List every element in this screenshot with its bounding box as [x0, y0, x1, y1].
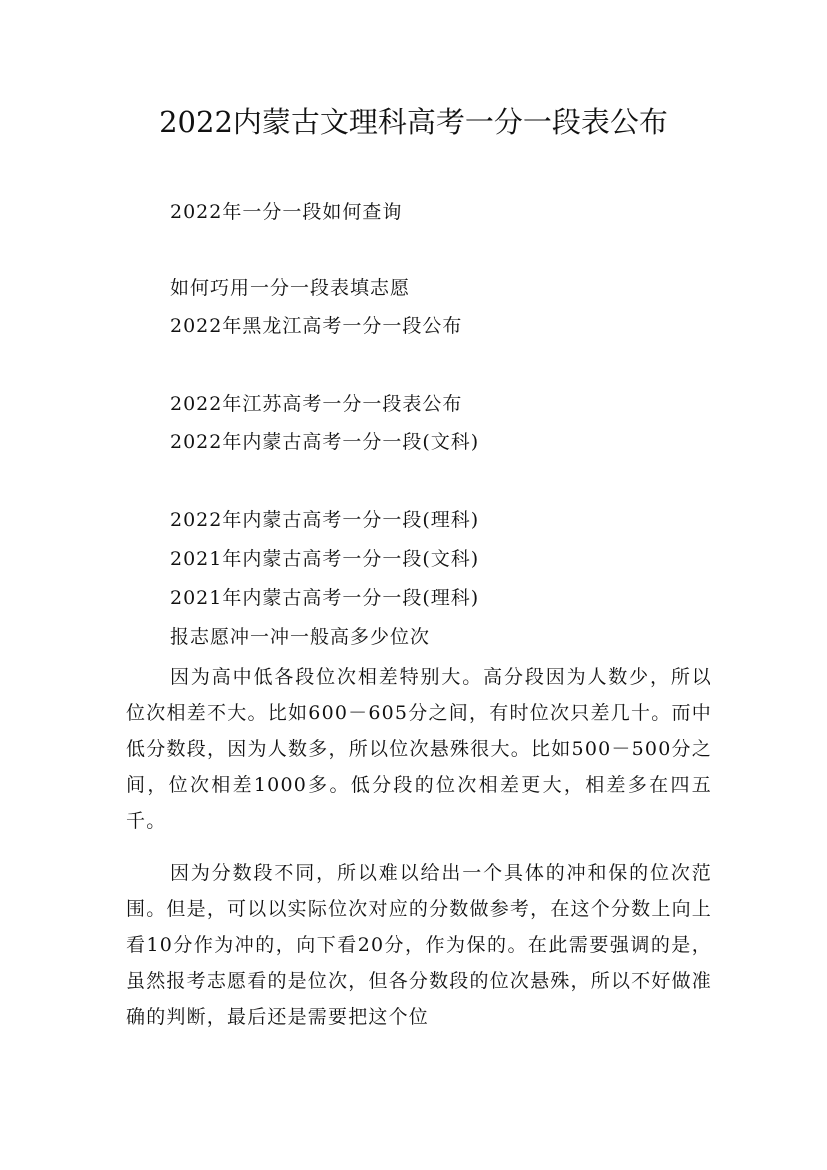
- link-jiangsu-2022[interactable]: 2022年江苏高考一分一段表公布: [170, 393, 463, 415]
- link-neimenggu-2022-science[interactable]: 2022年内蒙古高考一分一段(理科): [170, 509, 480, 531]
- link-how-to-use-table[interactable]: 如何巧用一分一段表填志愿: [170, 277, 411, 299]
- link-2022-query[interactable]: 2022年一分一段如何查询: [170, 201, 403, 223]
- paragraph-1: 因为高中低各段位次相差特别大。高分段因为人数少，所以位次相差不大。比如600－605分之间，有时位次只差几十。而中低分数段，因为人数多，所以位次悬殊很大。比如500－500分之间，位次相差1000多。低分段的位次相差更大，相差多在四五千。: [126, 666, 712, 832]
- link-neimenggu-2021-arts[interactable]: 2021年内蒙古高考一分一段(文科): [170, 548, 480, 570]
- link-neimenggu-2022-arts[interactable]: 2022年内蒙古高考一分一段(文科): [170, 431, 480, 453]
- link-heilongjiang-2022[interactable]: 2022年黑龙江高考一分一段公布: [170, 315, 463, 337]
- link-neimenggu-2021-science[interactable]: 2021年内蒙古高考一分一段(理科): [170, 587, 480, 609]
- paragraph-2: 因为分数段不同，所以难以给出一个具体的冲和保的位次范围。但是，可以以实际位次对应的分数做参考，在这个分数上向上看10分作为冲的，向下看20分，作为保的。在此需要强调的是，虽然报考志愿看的是位次，但各分数段的位次悬殊，所以不好做准确的判断，最后还是需要把这个位: [126, 862, 712, 1028]
- document-title: 2022内蒙古文理科高考一分一段表公布: [159, 105, 668, 139]
- section-subheading: 报志愿冲一冲一般高多少位次: [170, 626, 431, 648]
